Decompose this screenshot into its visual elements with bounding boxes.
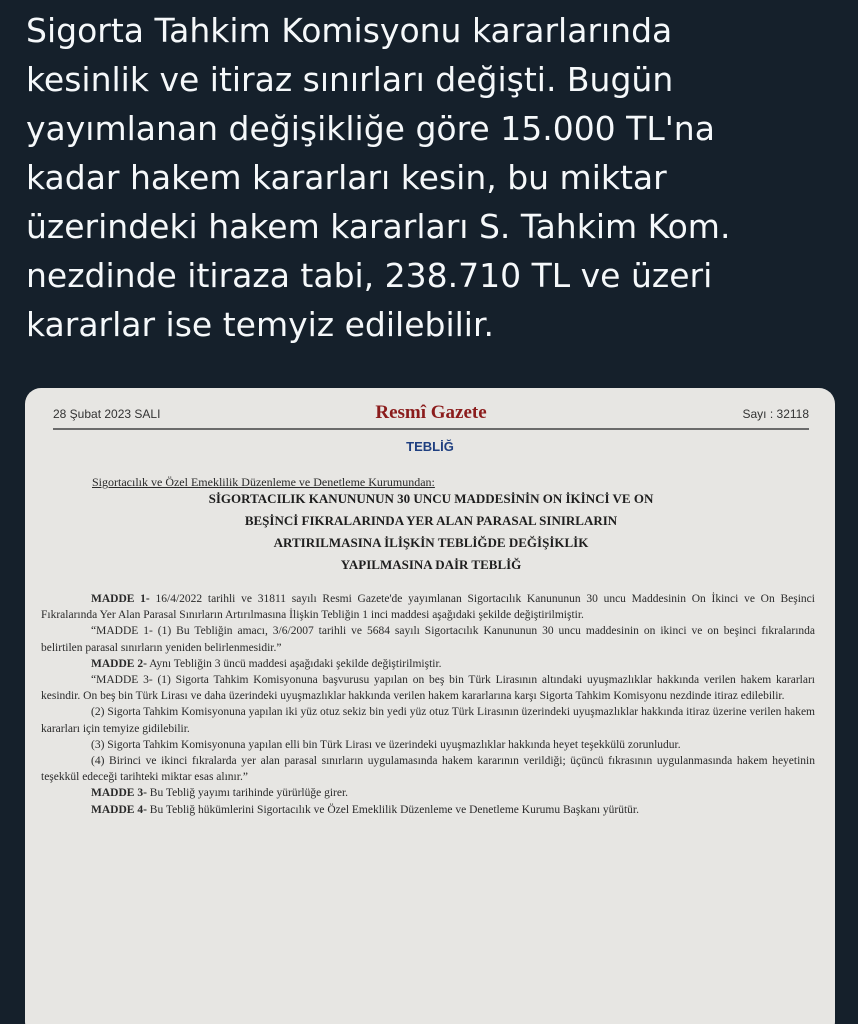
article-text: (2) Sigorta Tahkim Komisyonuna yapılan iki yüz otuz sekiz bin yedi yüz otuz Türk Lirasının üzerindeki uyuşmazlıklar hakkında itiraz üzerine verilen hakem kararları için temyize gidilebilir.	[41, 706, 815, 735]
article-text: Bu Tebliğ hükümlerini Sigortacılık ve Özel Emeklilik Düzenleme ve Denetleme Kurumu Başkanı yürütür.	[146, 803, 639, 816]
tweet-text-line: kadar hakem kararları kesin, bu miktar	[26, 158, 667, 197]
article-text: (3) Sigorta Tahkim Komisyonuna yapılan elli bin Türk Lirası ve üzerindeki uyuşmazlıklar hakkında heyet teşekkülü zorunludur.	[91, 738, 681, 751]
gazette-masthead	[53, 402, 809, 424]
article-label: MADDE 3-	[91, 787, 147, 800]
article-text: Bu Tebliğ yayımı tarihinde yürürlüğe girer.	[146, 787, 349, 800]
article-paragraph	[41, 656, 815, 672]
tweet-text-line: nezdinde itiraza tabi, 238.710 TL ve üzeri	[26, 256, 713, 295]
article-label: MADDE 2-	[91, 657, 147, 670]
article-paragraph	[41, 802, 815, 818]
gazette-title: Resmî Gazete	[375, 402, 487, 423]
article-paragraph	[41, 591, 815, 623]
gazette-date: 28 Şubat 2023 SALI	[53, 407, 161, 421]
article-text: 16/4/2022 tarihli ve 31811 sayılı Resmi Gazete'de yayımlanan Sigortacılık Kanununun 30 uncu Maddesinin On İkinci ve On Beşinci Fıkralarında Yer Alan Parasal Sınırların Artırılmasına İlişkin Tebliğin 1 inci maddesi aşağıdaki şekilde değiştirilmiştir.	[41, 593, 815, 622]
gazette-issue-number: Sayı : 32118	[742, 407, 809, 421]
document-title-line: SİGORTACILIK KANUNUNUN 30 UNCU MADDESİNİN ON İKİNCİ VE ON	[208, 491, 654, 506]
gazette-page	[35, 388, 825, 1024]
issuing-institution: Sigortacılık ve Özel Emeklilik Düzenleme ve Denetleme Kurumundan:	[92, 475, 435, 489]
article-paragraph	[41, 623, 815, 655]
tweet-media-image[interactable]	[25, 388, 835, 1024]
article-text: (4) Birinci ve ikinci fıkralarda yer alan parasal sınırların uygulamasında hakem kararının verildiği; üçüncü fıkrasının uygulanmasında hakem heyetinin teşekkül edeceği tarihteki miktar esas alınır.”	[41, 755, 815, 784]
article-text: “MADDE 1- (1) Bu Tebliğin amacı, 3/6/2007 tarihli ve 5684 sayılı Sigortacılık Kanununun 30 uncu maddesinin on ikinci ve on beşinci fıkralarında belirtilen parasal sınırların yeniden belirlenmesidir.”	[41, 625, 815, 654]
article-label: MADDE 1-	[91, 593, 150, 605]
document-title	[95, 488, 767, 576]
tweet-text-line: üzerindeki hakem kararları S. Tahkim Kom.	[26, 207, 731, 246]
tweet-text-line: Sigorta Tahkim Komisyonu kararlarında	[26, 11, 673, 50]
article-paragraph	[41, 672, 815, 704]
article-paragraph	[41, 753, 815, 785]
tweet-text-line: kesinlik ve itiraz sınırları değişti. Bugün	[26, 60, 674, 99]
masthead-divider	[53, 428, 809, 430]
document-body	[41, 591, 815, 818]
article-text: Aynı Tebliğin 3 üncü maddesi aşağıdaki şekilde değiştirilmiştir.	[146, 657, 442, 670]
article-paragraph	[41, 785, 815, 801]
tweet-text	[26, 6, 826, 349]
article-label: MADDE 4-	[91, 803, 147, 816]
document-title-line: ARTIRILMASINA İLİŞKİN TEBLİĞDE DEĞİŞİKLİK	[273, 535, 589, 550]
article-paragraph	[41, 704, 815, 736]
gazette-section-label: TEBLİĞ	[406, 439, 454, 454]
document-title-line: YAPILMASINA DAİR TEBLİĞ	[340, 557, 522, 572]
article-text: “MADDE 3- (1) Sigorta Tahkim Komisyonuna başvurusu yapılan on beş bin Türk Lirasının altındaki uyuşmazlıklar hakkında verilen hakem kararları kesindir. On beş bin Türk Lirası ve daha üzerindeki uyuşmazlıklar hakkında verilen hakem kararlarına karşı Sigorta Tahkim Komisyonu nezdinde itiraz edilebilir.	[41, 674, 815, 703]
tweet-text-line: yayımlanan değişikliğe göre 15.000 TL'na	[26, 109, 715, 148]
tweet-text-line: kararlar ise temyiz edilebilir.	[26, 305, 494, 344]
article-paragraph	[41, 737, 815, 753]
document-title-line: BEŞİNCİ FIKRALARINDA YER ALAN PARASAL SINIRLARIN	[244, 513, 618, 528]
